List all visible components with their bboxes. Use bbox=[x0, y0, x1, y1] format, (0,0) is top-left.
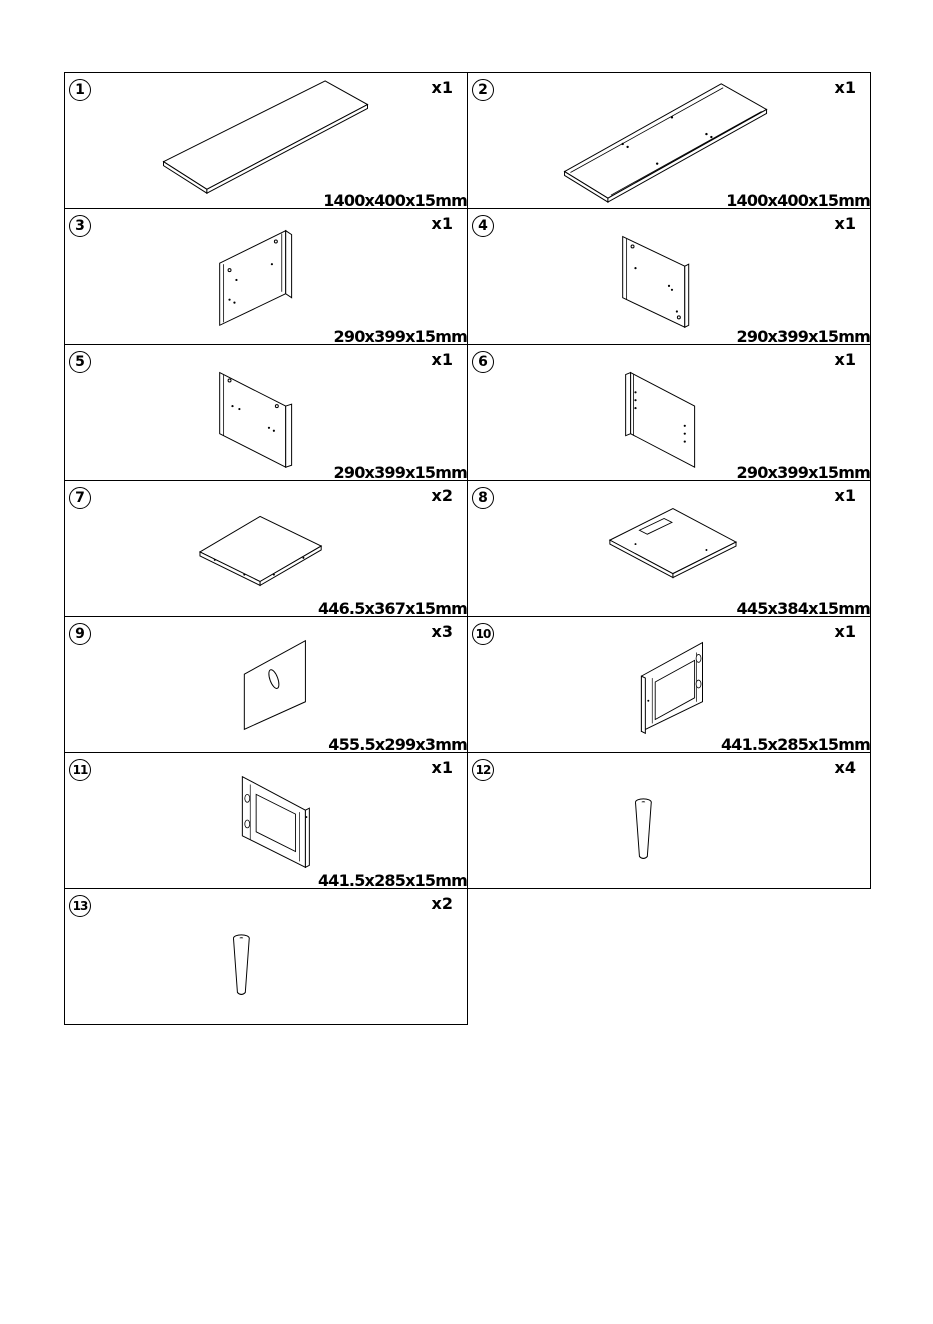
part-quantity: x4 bbox=[834, 758, 856, 777]
part-illustration-side-panel-left-b bbox=[65, 345, 467, 480]
part-cell-13 bbox=[64, 888, 468, 1025]
part-cell-7 bbox=[64, 480, 468, 617]
part-cell-11 bbox=[64, 752, 468, 889]
part-number-badge: 1 bbox=[69, 79, 91, 101]
part-number-badge: 9 bbox=[69, 623, 91, 645]
part-dimensions: 1400x400x15mm bbox=[323, 191, 467, 210]
part-number-badge: 10 bbox=[472, 623, 494, 645]
part-illustration-bottom-panel-drilled bbox=[468, 73, 870, 208]
part-cell-5 bbox=[64, 344, 468, 481]
part-dimensions: 441.5x285x15mm bbox=[317, 871, 467, 890]
part-number-badge: 5 bbox=[69, 351, 91, 373]
part-illustration-shelf-panel bbox=[65, 481, 467, 616]
part-illustration-side-panel-left bbox=[65, 209, 467, 344]
part-number-badge: 11 bbox=[69, 759, 91, 781]
part-illustration-door-frame-left bbox=[65, 753, 467, 888]
part-number-badge: 12 bbox=[472, 759, 494, 781]
part-illustration-shelf-with-slot bbox=[468, 481, 870, 616]
part-dimensions: 441.5x285x15mm bbox=[720, 735, 870, 754]
part-illustration-side-panel-right-b bbox=[468, 345, 870, 480]
part-cell-3 bbox=[64, 208, 468, 345]
part-quantity: x1 bbox=[834, 486, 856, 505]
part-quantity: x1 bbox=[834, 214, 856, 233]
part-quantity: x1 bbox=[431, 758, 453, 777]
part-number-badge: 3 bbox=[69, 215, 91, 237]
part-number-badge: 4 bbox=[472, 215, 494, 237]
part-number-badge: 7 bbox=[69, 487, 91, 509]
part-cell-12 bbox=[467, 752, 871, 889]
part-illustration-back-board-with-hole bbox=[65, 617, 467, 752]
part-dimensions: 455.5x299x3mm bbox=[328, 735, 467, 754]
part-number-badge: 6 bbox=[472, 351, 494, 373]
part-dimensions: 1400x400x15mm bbox=[726, 191, 870, 210]
part-quantity: x2 bbox=[431, 894, 453, 913]
part-quantity: x1 bbox=[431, 350, 453, 369]
part-cell-8 bbox=[467, 480, 871, 617]
part-dimensions: 445x384x15mm bbox=[736, 599, 870, 618]
part-quantity: x1 bbox=[834, 350, 856, 369]
part-number-badge: 8 bbox=[472, 487, 494, 509]
part-quantity: x2 bbox=[431, 486, 453, 505]
part-quantity: x3 bbox=[431, 622, 453, 641]
part-dimensions: 290x399x15mm bbox=[736, 327, 870, 346]
part-cell-6 bbox=[467, 344, 871, 481]
part-illustration-tapered-leg bbox=[65, 889, 467, 1024]
part-dimensions: 290x399x15mm bbox=[333, 463, 467, 482]
part-illustration-top-panel bbox=[65, 73, 467, 208]
part-quantity: x1 bbox=[431, 78, 453, 97]
part-cell-2 bbox=[467, 72, 871, 209]
part-cell-4 bbox=[467, 208, 871, 345]
part-dimensions: 446.5x367x15mm bbox=[317, 599, 467, 618]
part-number-badge: 2 bbox=[472, 79, 494, 101]
part-dimensions: 290x399x15mm bbox=[333, 327, 467, 346]
part-illustration-side-panel-right bbox=[468, 209, 870, 344]
part-quantity: x1 bbox=[834, 622, 856, 641]
part-cell-10 bbox=[467, 616, 871, 753]
part-cell-9 bbox=[64, 616, 468, 753]
part-illustration-tapered-leg bbox=[468, 753, 870, 888]
part-quantity: x1 bbox=[834, 78, 856, 97]
part-number-badge: 13 bbox=[69, 895, 91, 917]
part-cell-1 bbox=[64, 72, 468, 209]
part-quantity: x1 bbox=[431, 214, 453, 233]
part-illustration-door-frame-right bbox=[468, 617, 870, 752]
part-dimensions: 290x399x15mm bbox=[736, 463, 870, 482]
